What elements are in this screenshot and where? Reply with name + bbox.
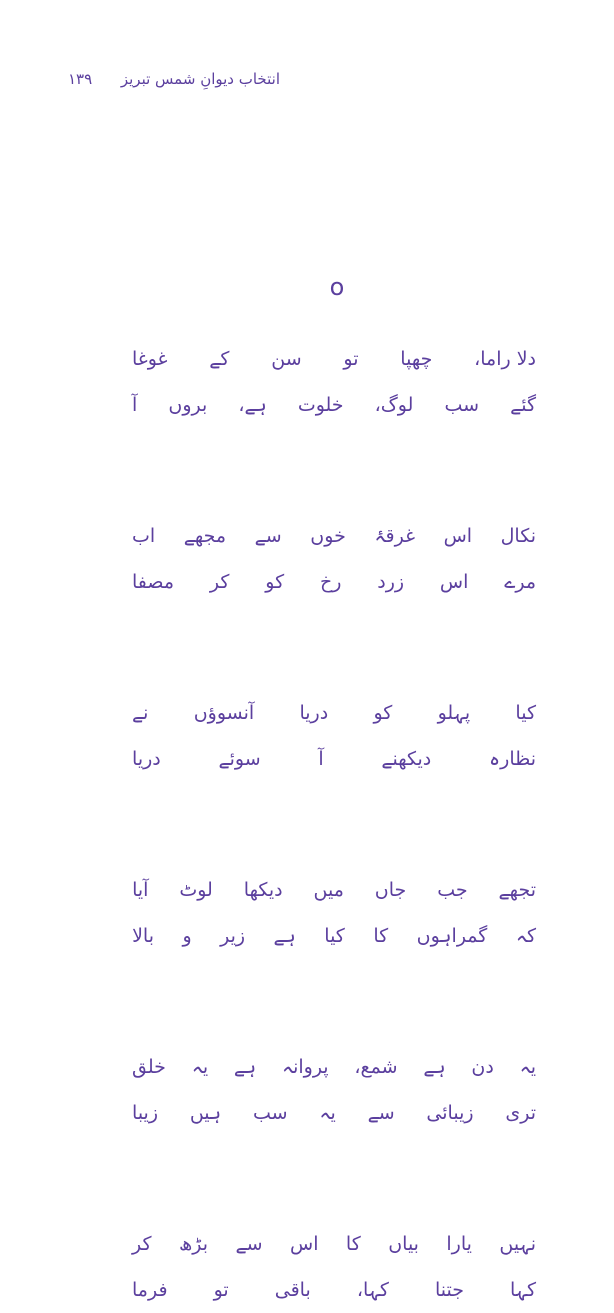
verse-word: کہ: [515, 925, 536, 947]
verse-word: ہیں: [189, 1102, 222, 1124]
verse-word: آ: [318, 748, 324, 770]
verse-word: اب: [132, 525, 156, 547]
stanza: [132, 513, 536, 690]
verse-word: تو: [343, 348, 359, 370]
verse-word: کیا: [515, 702, 536, 724]
verse-word: بیاں: [388, 1233, 419, 1255]
verse-word: بالا: [132, 925, 154, 947]
verse-word: دریا: [299, 702, 329, 724]
verse-word: آیا: [132, 879, 149, 901]
verse-word: زیبا: [132, 1102, 159, 1124]
verse-word: بڑھ: [179, 1233, 209, 1255]
verse-word: غرقۂ: [374, 525, 416, 547]
verse-word: لوگ،: [374, 394, 414, 416]
verse-word: تو: [213, 1279, 229, 1301]
verse-line: [132, 1044, 536, 1090]
verse-line: [132, 559, 536, 605]
verse-word: سے: [235, 1233, 263, 1255]
verse-word: گمراہوں: [416, 925, 488, 947]
verse-word: کر: [132, 1233, 152, 1255]
stanza: [132, 867, 536, 1044]
verse-word: پروانہ: [281, 1056, 329, 1078]
running-header: [68, 66, 280, 92]
verse-word: آنسوؤں: [193, 702, 255, 724]
verse-word: زیبائی: [426, 1102, 474, 1124]
stanza: [132, 690, 536, 867]
stanza: [132, 1221, 536, 1313]
verse-word: جب: [437, 879, 468, 901]
verse-word: خلق: [132, 1056, 166, 1078]
verse-word: کا: [373, 925, 389, 947]
verse-word: و: [182, 925, 192, 947]
verse-word: کو: [373, 702, 393, 724]
poem-marker: o: [329, 273, 345, 301]
verse-word: کا: [345, 1233, 361, 1255]
verse-word: سے: [254, 525, 282, 547]
verse-word: خلوت: [297, 394, 344, 416]
verse-word: تری: [505, 1102, 536, 1124]
verse-word: نکال: [500, 525, 536, 547]
verse-word: اس: [443, 525, 473, 547]
verse-word: گئے: [510, 394, 536, 416]
verse-word: کہا،: [356, 1279, 389, 1301]
verse-word: شمع،: [354, 1056, 398, 1078]
verse-line: [132, 336, 536, 382]
verse-line: [132, 1221, 536, 1267]
verse-word: دن: [471, 1056, 494, 1078]
verse-word: سے: [367, 1102, 395, 1124]
verse-word: جاں: [374, 879, 407, 901]
verse-line: [132, 913, 536, 959]
verse-word: بروں: [168, 394, 208, 416]
verse-word: کو: [265, 571, 285, 593]
verse-word: نے: [132, 702, 149, 724]
verse-word: ہے: [423, 1056, 446, 1078]
verse-word: مرے: [504, 571, 536, 593]
verse-word: نہیں: [499, 1233, 536, 1255]
verse-word: خوں: [310, 525, 346, 547]
verse-line: [132, 1090, 536, 1136]
verse-word: فرما: [132, 1279, 168, 1301]
verse-word: لوٹ: [179, 879, 213, 901]
verse-word: یہ: [519, 1056, 536, 1078]
verse-word: مصفا: [132, 571, 175, 593]
verse-word: آ: [132, 394, 138, 416]
verse-word: کیا: [324, 925, 345, 947]
verse-word: نظارہ: [489, 748, 536, 770]
verse-word: باقی: [274, 1279, 311, 1301]
page-number: ۱۳۹: [68, 70, 93, 88]
verse-word: ہے: [233, 1056, 257, 1078]
verse-word: سوئے: [218, 748, 261, 770]
verse-line: [132, 513, 536, 559]
verse-word: سن: [271, 348, 302, 370]
verse-line: [132, 382, 536, 428]
verse-word: سب: [252, 1102, 288, 1124]
stanza: [132, 336, 536, 513]
verse-word: پہلو: [437, 702, 471, 724]
verse-word: اس: [290, 1233, 319, 1255]
verse-word: میں: [313, 879, 344, 901]
verse-word: جتنا: [434, 1279, 464, 1301]
verse-word: غوغا: [132, 348, 168, 370]
verse-word: کہا: [510, 1279, 536, 1301]
verse-word: ہے،: [238, 394, 267, 416]
verse-word: مجھے: [183, 525, 227, 547]
verse-word: ہے: [273, 925, 296, 947]
ghazal-text: [132, 336, 536, 1313]
verse-word: تجھے: [498, 879, 536, 901]
verse-line: [132, 1267, 536, 1313]
verse-word: کر: [209, 571, 230, 593]
verse-line: [132, 736, 536, 782]
stanza: [132, 1044, 536, 1221]
verse-line: [132, 690, 536, 736]
verse-word: یہ: [319, 1102, 336, 1124]
verse-word: سب: [444, 394, 480, 416]
verse-word: یارا: [446, 1233, 472, 1255]
verse-word: دلا راما،: [474, 348, 536, 370]
verse-word: زرد: [377, 571, 405, 593]
verse-word: دریا: [132, 748, 161, 770]
verse-word: زیر: [220, 925, 246, 947]
verse-word: رخ: [319, 571, 342, 593]
verse-line: [132, 867, 536, 913]
verse-word: دیکھا: [243, 879, 283, 901]
verse-word: اس: [439, 571, 469, 593]
verse-word: یہ: [191, 1056, 209, 1078]
verse-word: دیکھنے: [381, 748, 432, 770]
book-title: انتخاب دیوانِ شمس تبریز: [120, 70, 280, 88]
verse-word: کے: [209, 348, 230, 370]
verse-word: چھپا: [400, 348, 433, 370]
